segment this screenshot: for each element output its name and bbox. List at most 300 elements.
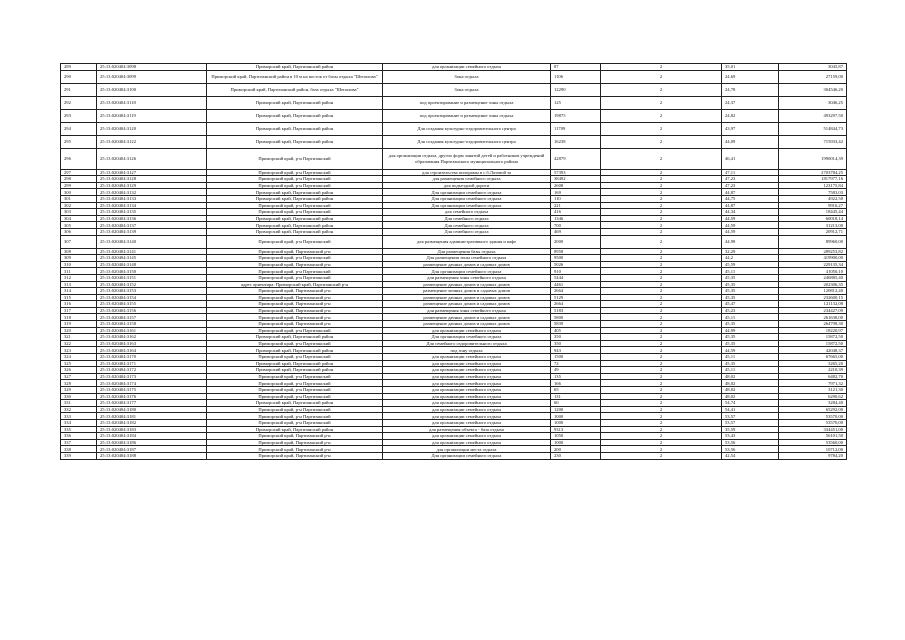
row-number-cell: 293 [61, 109, 97, 122]
cadastral-number-cell: 25:13:020404:3127 [97, 169, 207, 176]
cadastral-value-cell: 3265,20 [779, 360, 847, 367]
row-number-cell: 297 [61, 169, 97, 176]
cadastral-number-cell: 25:13:020404:3119 [97, 109, 207, 122]
cadastral-value-cell: 1990014,39 [779, 148, 847, 169]
table-row [61, 122, 847, 135]
table-row [61, 255, 847, 262]
cadastral-value-cell: 3284,40 [779, 400, 847, 407]
address-cell: Приморский край, Партизанский р-н [207, 307, 383, 314]
area-cell: 9313 [551, 426, 601, 433]
cadastral-value-cell: 229135,34 [779, 261, 847, 268]
table-row [61, 202, 847, 209]
specific-value-cell: 47,23 [722, 182, 779, 189]
cadastral-number-cell: 25:13:020404:3155 [97, 301, 207, 308]
area-cell: 12290 [551, 83, 601, 96]
specific-value-cell: 44,2 [722, 255, 779, 262]
specific-value-cell: 45,35 [722, 294, 779, 301]
permitted-use-cell: размещение дачных домов и садовых домов [383, 301, 551, 308]
table-row [61, 268, 847, 275]
permitted-use-cell: Для организации семейного отдыха [383, 202, 551, 209]
area-cell: 200 [551, 446, 601, 453]
specific-value-cell: 44,59 [722, 215, 779, 222]
category-code-cell: 2 [601, 228, 722, 235]
category-code-cell: 2 [601, 321, 722, 328]
table-row [61, 400, 847, 407]
category-code-cell: 2 [601, 360, 722, 367]
area-cell: 19875 [551, 109, 601, 122]
address-cell: Приморский край, Партизанский р-н [207, 314, 383, 321]
permitted-use-cell: для организации семейного отдыха [383, 327, 551, 334]
specific-value-cell: 48,02 [722, 393, 779, 400]
permitted-use-cell: под проектирование и размещение зоны отдыха [383, 96, 551, 109]
specific-value-cell: 54,41 [722, 406, 779, 413]
category-code-cell: 2 [601, 340, 722, 347]
row-number-cell: 333 [61, 413, 97, 420]
cadastral-value-cell: 3045,87 [779, 64, 847, 71]
category-code-cell: 2 [601, 281, 722, 288]
row-number-cell: 336 [61, 433, 97, 440]
area-cell: 38492 [551, 176, 601, 183]
specific-value-cell: 53,56 [722, 439, 779, 446]
cadastral-value-cell: 2210,39 [779, 367, 847, 374]
area-cell: 5129 [551, 294, 601, 301]
address-cell: Приморский край, Партизанский район, база отдыха "Шепалова" [207, 83, 383, 96]
area-cell: 1000 [551, 419, 601, 426]
address-cell: Приморский край, р-н Партизанский [207, 406, 383, 413]
cadastral-value-cell: 67665,00 [779, 354, 847, 361]
permitted-use-cell: для организации семейного отдыха [383, 387, 551, 394]
category-code-cell: 2 [601, 301, 722, 308]
category-code-cell: 2 [601, 189, 722, 196]
area-cell: 1050 [551, 433, 601, 440]
permitted-use-cell: Для семейного отдыха [383, 228, 551, 235]
cadastral-value-cell: 334451,00 [779, 426, 847, 433]
category-code-cell: 2 [601, 426, 722, 433]
cadastral-number-cell: 25:13:020404:3186 [97, 439, 207, 446]
permitted-use-cell: для размещения административного здания и кафе [383, 235, 551, 248]
table-row [61, 446, 847, 453]
cadastral-number-cell: 25:13:020404:3163 [97, 340, 207, 347]
category-code-cell: 2 [601, 169, 722, 176]
row-number-cell: 311 [61, 268, 97, 275]
cadastral-value-cell: 65292,00 [779, 406, 847, 413]
row-number-cell: 305 [61, 222, 97, 229]
row-number-cell: 325 [61, 360, 97, 367]
table-row [61, 387, 847, 394]
category-code-cell: 2 [601, 400, 722, 407]
cadastral-number-cell: 25:13:020404:3145 [97, 255, 207, 262]
address-cell: Приморский край, р-н Партизанский [207, 393, 383, 400]
table-row [61, 347, 847, 354]
row-number-cell: 317 [61, 307, 97, 314]
cadastral-number-cell: 25:13:020404:3135 [97, 209, 207, 216]
area-cell: 87 [551, 64, 601, 71]
category-code-cell: 2 [601, 274, 722, 281]
cadastral-value-cell: 20912,71 [779, 228, 847, 235]
cadastral-value-cell: 6290,62 [779, 393, 847, 400]
permitted-use-cell: Для семейного отдыха [383, 222, 551, 229]
category-code-cell: 2 [601, 307, 722, 314]
area-cell: 221 [551, 202, 601, 209]
specific-value-cell: 35,59 [722, 426, 779, 433]
address-cell: Приморский край, Партизанский р-н [207, 433, 383, 440]
row-number-cell: 339 [61, 452, 97, 459]
cadastral-number-cell: 25:13:020404:3136 [97, 215, 207, 222]
table-row [61, 148, 847, 169]
area-cell: 5183 [551, 307, 601, 314]
cadastral-number-cell: 25:13:020404:3182 [97, 419, 207, 426]
category-code-cell: 2 [601, 209, 722, 216]
cadastral-number-cell: 25:13:020404:3132 [97, 189, 207, 196]
specific-value-cell: 45,35 [722, 274, 779, 281]
cadastral-number-cell: 25:13:020404:3100 [97, 83, 207, 96]
address-cell: Приморский край, р-н Партизанский [207, 176, 383, 183]
area-cell: 11709 [551, 122, 601, 135]
table-row [61, 288, 847, 295]
address-cell: Приморский край, р-н Партизанский [207, 202, 383, 209]
row-number-cell: 326 [61, 367, 97, 374]
cadastral-value-cell: 419900,00 [779, 255, 847, 262]
permitted-use-cell: размещение дачных домов и садовых домов [383, 314, 551, 321]
permitted-use-cell: размещение дачных домов и садовых домов [383, 294, 551, 301]
category-code-cell: 2 [601, 393, 722, 400]
row-number-cell: 330 [61, 393, 97, 400]
category-code-cell: 2 [601, 380, 722, 387]
table-row [61, 373, 847, 380]
address-cell: Приморский край, Партизанский район [207, 122, 383, 135]
specific-value-cell: 24,37 [722, 96, 779, 109]
address-cell: Приморский край, Партизанский район [207, 64, 383, 71]
area-cell: 910 [551, 268, 601, 275]
cadastral-value-cell: 18220,97 [779, 327, 847, 334]
cadastral-value-cell: 56101,50 [779, 433, 847, 440]
category-code-cell: 2 [601, 96, 722, 109]
cadastral-value-cell: 1817977,16 [779, 176, 847, 183]
address-cell: Приморский край, Партизанский район [207, 189, 383, 196]
table-row [61, 83, 847, 96]
category-code-cell: 2 [601, 354, 722, 361]
permitted-use-cell: для организации семейного отдыха [383, 406, 551, 413]
table-row [61, 360, 847, 367]
cadastral-number-cell: 25:13:020404:3120 [97, 122, 207, 135]
row-number-cell: 295 [61, 135, 97, 148]
table-row [61, 426, 847, 433]
cadastral-value-cell: 3046,25 [779, 96, 847, 109]
row-number-cell: 337 [61, 439, 97, 446]
address-cell: Приморский край, Партизанский район [207, 347, 383, 354]
table-row [61, 70, 847, 83]
row-number-cell: 331 [61, 400, 97, 407]
area-cell: 469 [551, 228, 601, 235]
permitted-use-cell: Для организации семейного отдыха [383, 189, 551, 196]
cadastral-number-cell: 25:13:020404:3180 [97, 406, 207, 413]
cadastral-number-cell: 25:13:020404:3141 [97, 248, 207, 255]
row-number-cell: 300 [61, 189, 97, 196]
area-cell: 1200 [551, 406, 601, 413]
address-cell: Приморский край, Партизанский район [207, 135, 383, 148]
category-code-cell: 2 [601, 387, 722, 394]
address-cell: Приморский край, р-н Партизанский [207, 274, 383, 281]
area-cell: 416 [551, 209, 601, 216]
area-cell: 1500 [551, 354, 601, 361]
permitted-use-cell: для организации семейного отдыха [383, 64, 551, 71]
cadastral-number-cell: 25:13:020404:3164 [97, 347, 207, 354]
table-row [61, 195, 847, 202]
cadastral-value-cell: 232600,15 [779, 294, 847, 301]
area-cell: 169 [551, 189, 601, 196]
table-row [61, 182, 847, 189]
specific-value-cell: 53,43 [722, 433, 779, 440]
area-cell: 42879 [551, 148, 601, 169]
specific-value-cell: 44,59 [722, 228, 779, 235]
address-cell: Приморский край, Партизанский район в 10 м на восток от базы отдыха "Шепалова" [207, 70, 383, 83]
area-cell: 110 [551, 195, 601, 202]
table-row [61, 327, 847, 334]
permitted-use-cell: Для организации семейного отдыха [383, 334, 551, 341]
cadastral-number-cell: 25:13:020404:3122 [97, 135, 207, 148]
permitted-use-cell: для размещения зоны семейного отдыха [383, 307, 551, 314]
table-row [61, 189, 847, 196]
address-cell: Приморский край, р-н Партизанский [207, 182, 383, 189]
row-number-cell: 321 [61, 334, 97, 341]
area-cell: 8958 [551, 248, 601, 255]
cadastral-number-cell: 25:13:020404:3175 [97, 387, 207, 394]
permitted-use-cell: для организации семейного отдыха [383, 373, 551, 380]
cadastral-value-cell: 10712,00 [779, 446, 847, 453]
area-cell: 49 [551, 367, 601, 374]
address-cell: Приморский край, Партизанский р-н [207, 248, 383, 255]
category-code-cell: 2 [601, 176, 722, 183]
permitted-use-cell: для организации семейного отдыха [383, 400, 551, 407]
address-cell: Приморский край, Партизанский р-н [207, 321, 383, 328]
table-row [61, 281, 847, 288]
address-cell: Приморский край, р-н Партизанский [207, 387, 383, 394]
table-row [61, 433, 847, 440]
category-code-cell: 2 [601, 419, 722, 426]
table-row [61, 135, 847, 148]
cadastral-value-cell: 4922,50 [779, 195, 847, 202]
table-row [61, 419, 847, 426]
area-cell: 72 [551, 360, 601, 367]
specific-value-cell: 24,82 [722, 109, 779, 122]
row-number-cell: 304 [61, 215, 97, 222]
row-number-cell: 309 [61, 255, 97, 262]
specific-value-cell: 45,23 [722, 307, 779, 314]
area-cell: 5026 [551, 261, 601, 268]
area-cell: 1000 [551, 439, 601, 446]
table-row [61, 176, 847, 183]
area-cell: 2664 [551, 288, 601, 295]
area-cell: 1000 [551, 413, 601, 420]
address-cell: Приморский край, Партизанский район [207, 222, 383, 229]
row-number-cell: 338 [61, 446, 97, 453]
permitted-use-cell: Для размещения базы отдыха [383, 248, 551, 255]
category-code-cell: 2 [601, 261, 722, 268]
permitted-use-cell: для организации семейного отдыха [383, 380, 551, 387]
address-cell: Приморский край, Партизанский район [207, 400, 383, 407]
cadastral-number-cell: 25:13:020404:3140 [97, 235, 207, 248]
cadastral-number-cell: 25:13:020404:3177 [97, 400, 207, 407]
cadastral-number-cell: 25:13:020404:3153 [97, 288, 207, 295]
table-row [61, 209, 847, 216]
table-row [61, 406, 847, 413]
area-cell: 5800 [551, 314, 601, 321]
specific-value-cell: 45,35 [722, 360, 779, 367]
area-cell: 166 [551, 380, 601, 387]
cadastral-number-cell: 25:13:020404:3187 [97, 446, 207, 453]
area-cell: 1106 [551, 70, 601, 83]
area-cell: 5444 [551, 274, 601, 281]
area-cell: 943 [551, 347, 601, 354]
category-code-cell: 2 [601, 347, 722, 354]
row-number-cell: 302 [61, 202, 97, 209]
permitted-use-cell: для подъездной дороги [383, 182, 551, 189]
area-cell: 405 [551, 327, 601, 334]
table-row [61, 169, 847, 176]
row-number-cell: 334 [61, 419, 97, 426]
specific-value-cell: 45,11 [722, 354, 779, 361]
specific-value-cell: 44,75 [722, 195, 779, 202]
permitted-use-cell: для семейного отдыха [383, 209, 551, 216]
table-row [61, 314, 847, 321]
area-cell: 131 [551, 393, 601, 400]
specific-value-cell: 45,47 [722, 301, 779, 308]
cadastral-number-cell: 25:13:020404:3118 [97, 96, 207, 109]
specific-value-cell: 53,57 [722, 419, 779, 426]
area-cell: 350 [551, 334, 601, 341]
category-code-cell: 2 [601, 373, 722, 380]
table-row [61, 248, 847, 255]
table-row [61, 96, 847, 109]
cadastral-value-cell: 246885,40 [779, 274, 847, 281]
table-row [61, 228, 847, 235]
specific-value-cell: 47,23 [722, 176, 779, 183]
permitted-use-cell: для организации места отдыха [383, 446, 551, 453]
specific-value-cell: 54,74 [722, 400, 779, 407]
table-row [61, 452, 847, 459]
cadastral-number-cell: 25:13:020404:3173 [97, 373, 207, 380]
category-code-cell: 2 [601, 83, 722, 96]
cadastral-value-cell: 9784,20 [779, 452, 847, 459]
area-cell: 16238 [551, 135, 601, 148]
row-number-cell: 329 [61, 387, 97, 394]
address-cell: Приморский край, р-н Партизанский [207, 380, 383, 387]
cadastral-value-cell: 123175,84 [779, 182, 847, 189]
specific-value-cell: 35,01 [722, 64, 779, 71]
table-row [61, 64, 847, 71]
row-number-cell: 289 [61, 64, 97, 71]
row-number-cell: 291 [61, 83, 97, 96]
address-cell: Приморский край, р-н Партизанский [207, 169, 383, 176]
row-number-cell: 290 [61, 70, 97, 83]
specific-value-cell: 43,97 [722, 122, 779, 135]
permitted-use-cell: под зону отдыха [383, 347, 551, 354]
category-code-cell: 2 [601, 195, 722, 202]
land-plots-table [60, 63, 847, 460]
table-row [61, 215, 847, 222]
address-cell: Приморский край, Партизанский р-н [207, 261, 383, 268]
address-cell: Приморский край, Партизанский район [207, 195, 383, 202]
cadastral-number-cell: 25:13:020404:3133 [97, 195, 207, 202]
cadastral-value-cell: 9916,27 [779, 202, 847, 209]
cadastral-value-cell: 53570,00 [779, 413, 847, 420]
cadastral-number-cell: 25:13:020404:3157 [97, 314, 207, 321]
category-code-cell: 2 [601, 327, 722, 334]
specific-value-cell: 45,35 [722, 321, 779, 328]
category-code-cell: 2 [601, 248, 722, 255]
cadastral-number-cell: 25:13:020404:3098 [97, 64, 207, 71]
cadastral-number-cell: 25:13:020404:3181 [97, 413, 207, 420]
category-code-cell: 2 [601, 64, 722, 71]
address-cell: Приморский край, Партизанский район [207, 96, 383, 109]
specific-value-cell: 24,69 [722, 70, 779, 83]
permitted-use-cell: Для создания культурно-оздоровительного центра [383, 122, 551, 135]
permitted-use-cell: для организации семейного отдыха [383, 393, 551, 400]
category-code-cell: 2 [601, 367, 722, 374]
row-number-cell: 294 [61, 122, 97, 135]
category-code-cell: 2 [601, 235, 722, 248]
permitted-use-cell: для организации семейного отдыха [383, 413, 551, 420]
address-cell: Приморский край, р-н Партизанский [207, 148, 383, 169]
category-code-cell: 2 [601, 122, 722, 135]
address-cell: Приморский край, р-н Партизанский [207, 268, 383, 275]
row-number-cell: 301 [61, 195, 97, 202]
cadastral-value-cell: 31213,00 [779, 222, 847, 229]
table-row [61, 354, 847, 361]
row-number-cell: 312 [61, 274, 97, 281]
table-row [61, 261, 847, 268]
area-cell: 4461 [551, 281, 601, 288]
area-cell: 230 [551, 452, 601, 459]
category-code-cell: 2 [601, 288, 722, 295]
permitted-use-cell: для размещения объекта - база отдыха [383, 426, 551, 433]
row-number-cell: 307 [61, 235, 97, 248]
address-cell: Приморский край, Партизанский район [207, 215, 383, 222]
specific-value-cell: 44,98 [722, 235, 779, 248]
cadastral-value-cell: 89960,00 [779, 235, 847, 248]
cadastral-number-cell: 25:13:020404:3126 [97, 148, 207, 169]
area-cell: 5839 [551, 321, 601, 328]
cadastral-number-cell: 25:13:020404:3170 [97, 354, 207, 361]
cadastral-value-cell: 53570,00 [779, 419, 847, 426]
category-code-cell: 2 [601, 446, 722, 453]
specific-value-cell: 45,35 [722, 340, 779, 347]
category-code-cell: 2 [601, 452, 722, 459]
category-code-cell: 2 [601, 255, 722, 262]
permitted-use-cell: Для организации семейного отдыха [383, 452, 551, 459]
cadastral-number-cell: 25:13:020404:3151 [97, 274, 207, 281]
category-code-cell: 2 [601, 406, 722, 413]
row-number-cell: 296 [61, 148, 97, 169]
cadastral-value-cell: 7971,32 [779, 380, 847, 387]
category-code-cell: 2 [601, 268, 722, 275]
cadastral-number-cell: 25:13:020404:3174 [97, 380, 207, 387]
address-cell: Приморский край, Партизанский район [207, 426, 383, 433]
specific-value-cell: 45,11 [722, 268, 779, 275]
area-cell: 125 [551, 96, 601, 109]
row-number-cell: 310 [61, 261, 97, 268]
address-cell: Приморский край, Партизанский район [207, 334, 383, 341]
cadastral-number-cell: 25:13:020404:3176 [97, 393, 207, 400]
cadastral-number-cell: 25:13:020404:3139 [97, 228, 207, 235]
permitted-use-cell: под проектирование и размещение зоны отдыха [383, 109, 551, 122]
row-number-cell: 315 [61, 294, 97, 301]
specific-value-cell: 44,59 [722, 222, 779, 229]
address-cell: Приморский край, Партизанский район [207, 228, 383, 235]
row-number-cell: 303 [61, 209, 97, 216]
permitted-use-cell: Для размещения зоны семейного отдыха [383, 255, 551, 262]
specific-value-cell: 45,35 [722, 288, 779, 295]
